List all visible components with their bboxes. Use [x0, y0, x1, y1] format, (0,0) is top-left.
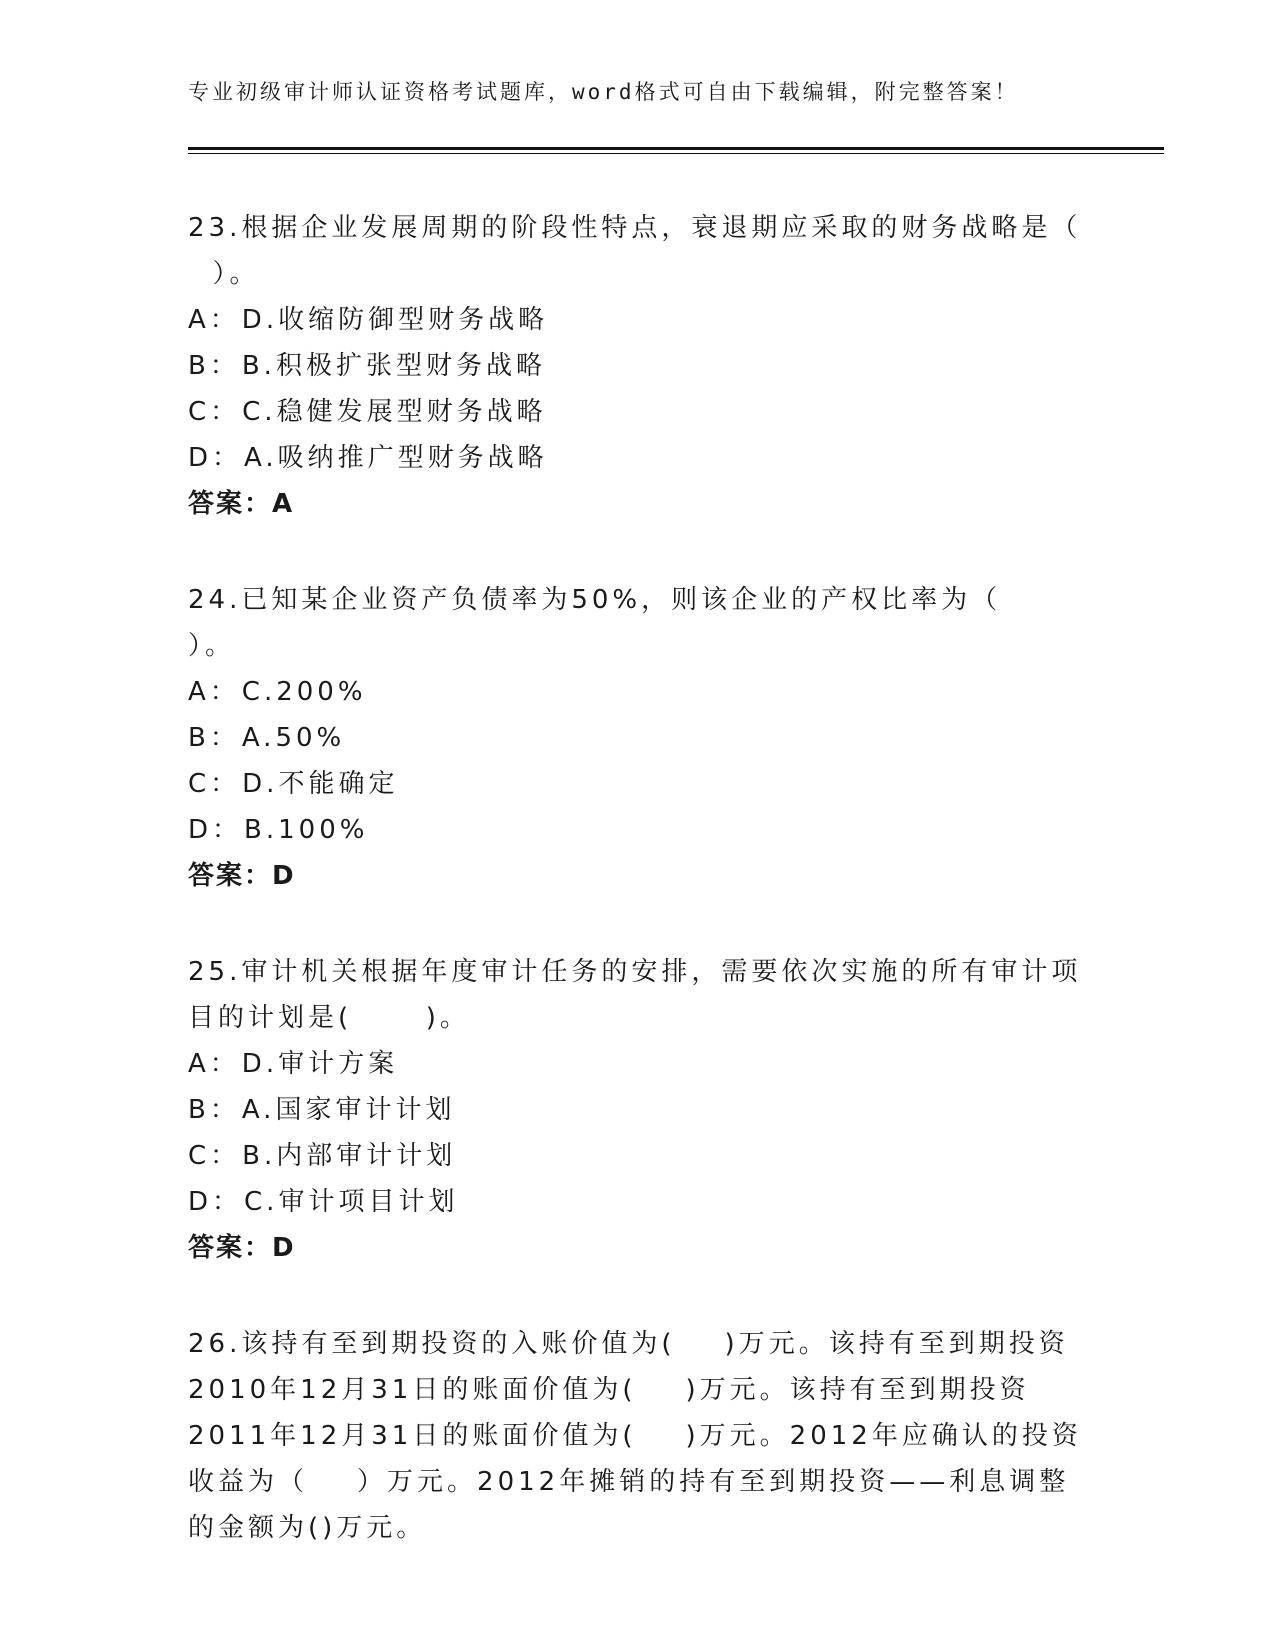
question-stem: 23.根据企业发展周期的阶段性特点，衰退期应采取的财务战略是（ ）。: [188, 213, 1082, 289]
option-b: [188, 343, 1088, 389]
option-text: A.国家审计计划: [241, 1095, 456, 1125]
option-text: B.积极扩张型财务战略: [241, 351, 546, 381]
option-text: A.吸纳推广型财务战略: [244, 443, 548, 473]
option-key: D：: [188, 443, 243, 473]
option-d: [188, 1179, 1088, 1225]
question-stem: 24.已知某企业资产负债率为50%，则该企业的产权比率为（ ）。: [188, 585, 1051, 661]
option-d: [188, 435, 1088, 481]
option-text: D.收缩防御型财务战略: [241, 305, 549, 335]
answer: 答案：D: [188, 1233, 296, 1263]
option-key: A：: [188, 1049, 240, 1079]
option-key: D：: [188, 1187, 243, 1217]
header-divider: [188, 147, 1164, 150]
option-text: C.200%: [241, 677, 367, 707]
option-d: [188, 807, 1088, 853]
option-c: [188, 1133, 1088, 1179]
option-a: [188, 669, 1088, 715]
option-key: C：: [188, 769, 241, 799]
option-key: C：: [188, 1141, 241, 1171]
question-25: [188, 949, 1088, 1271]
question-stem: 26.该持有至到期投资的入账价值为( )万元。该持有至到期投资2010年12月31日的账面价值为( )万元。该持有至到期投资2011年12月31日的账面价值为( )万元。2012年应确认的投资收益为（ ）万元。2012年摊销的持有至到期投资——利息调整的金额为()万元。: [188, 1329, 1082, 1543]
option-c: [188, 389, 1088, 435]
option-key: B：: [188, 723, 240, 753]
option-key: C：: [188, 397, 241, 427]
question-stem: 25.审计机关根据年度审计任务的安排，需要依次实施的所有审计项目的计划是( )。: [188, 957, 1082, 1033]
header-note: 专业初级审计师认证资格考试题库，word格式可自由下载编辑，附完整答案！: [188, 80, 1019, 104]
option-key: B：: [188, 1095, 240, 1125]
option-key: B：: [188, 351, 240, 381]
option-text: B.内部审计计划: [242, 1141, 457, 1171]
option-key: D：: [188, 815, 243, 845]
option-text: C.稳健发展型财务战略: [242, 397, 547, 427]
option-c: [188, 761, 1088, 807]
option-a: [188, 297, 1088, 343]
option-key: A：: [188, 677, 240, 707]
answer: 答案：D: [188, 861, 296, 891]
question-26: [188, 1321, 1088, 1551]
option-text: C.审计项目计划: [244, 1187, 459, 1217]
option-text: B.100%: [244, 815, 369, 845]
option-text: A.50%: [241, 723, 346, 753]
option-b: [188, 1087, 1088, 1133]
question-list: [188, 205, 1088, 1601]
option-text: D.审计方案: [241, 1049, 399, 1079]
option-key: A：: [188, 305, 240, 335]
option-a: [188, 1041, 1088, 1087]
question-24: [188, 577, 1088, 899]
option-text: D.不能确定: [242, 769, 399, 799]
option-b: [188, 715, 1088, 761]
answer: 答案：A: [188, 489, 295, 519]
question-23: [188, 205, 1088, 527]
